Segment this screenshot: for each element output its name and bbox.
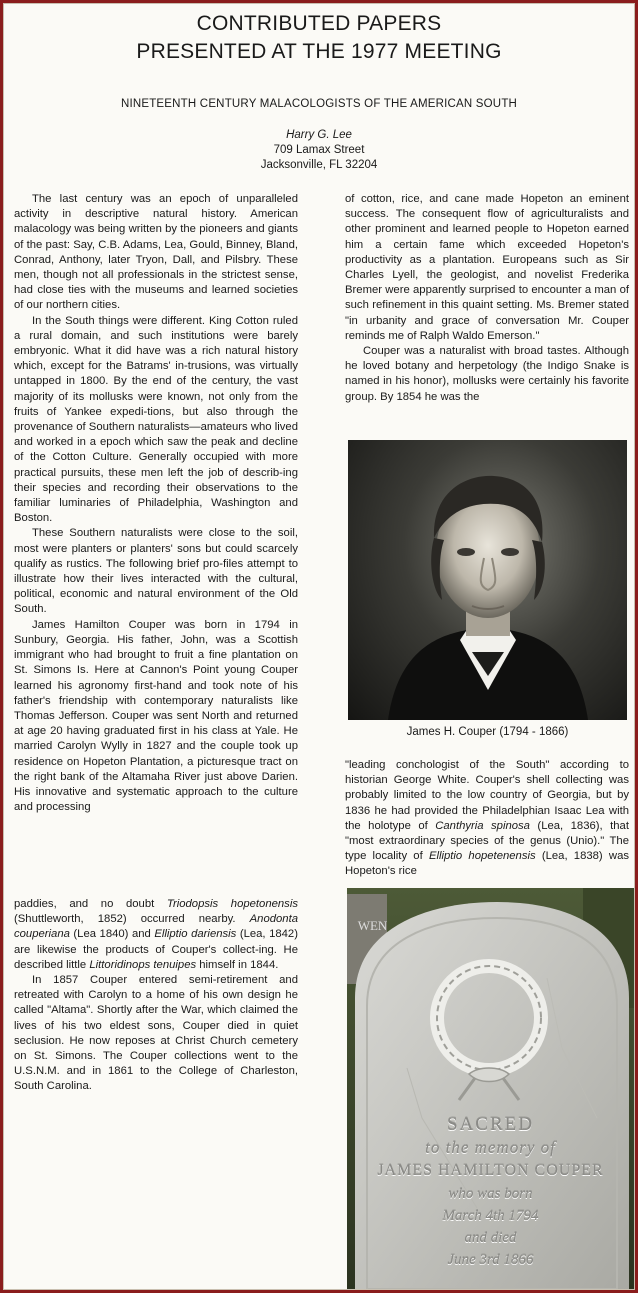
- headstone-line: June 3rd 1866: [447, 1252, 534, 1268]
- species-name: Anodonta couperiana: [14, 913, 298, 941]
- paragraph: In 1857 Couper entered semi-retirement and retreated with Carolyn to a home of his own design he called "Altama". Shortly after the War, which claimed the lives of his two eldest sons, Couper died in quiet seclusion. He now reposes at Christ Church cemetery on St. Simons. The Couper collections went to the U.S.N.M. and in 1861 to the College of Charleston, South Carolina.: [14, 974, 298, 1093]
- text-run: himself in 1844.: [196, 958, 279, 971]
- paragraph: In the South things were different. King Cotton ruled a rural domain, and such institutions were barely embryonic. What it did have was a rich natural history which, except for the Batrams' in-trusions, was virtually untapped in 1800. By the end of the century, the vast majority of its mollusks were known, not only from the fruits of Yankee expedi-tions, but also through the provenance of Southern naturalists—amateurs who lived and worked in a epoch which saw the peak and decline of the Cotton Culture. Generally occupied with more practical pursuits, these men left the job of describ-ing their species and recording their observations to the familiar luminaries of Philadelphia, Washington and Boston.: [14, 314, 298, 525]
- portrait-illustration: [348, 440, 627, 720]
- text-run: "leading conchologist of the South" according to historian George White. Couper's shell collecting was probably limited to the low country of Georgia, but by 1836 he had provided the Philadelphian Isaac Lea with the holotype of: [345, 759, 629, 832]
- species-name: Littoridinops tenuipes: [89, 958, 197, 971]
- headstone-line: who was born: [448, 1186, 533, 1202]
- text-run: (Lea, 1838) was Hopeton's rice: [345, 850, 629, 878]
- author-address-city: Jacksonville, FL 32204: [260, 159, 378, 171]
- text-run: paddies, and no doubt: [14, 898, 167, 910]
- paragraph: of cotton, rice, and cane made Hopeton an eminent success. The consequent flow of agriculturalists and other prominent and learned people to Hopeton earned him a certain fame which exceeded Hopeton's productivity as a plantation. Europeans such as Sir Charles Lyell, the geologist, and novelist Frederika Bremer were apparently surprised to encounter a man of such refinement in this quaint setting. Ms. Bremer stated "in urbanity and grace of conversation Mr. Couper reminds me of Ralph Waldo Emerson.": [345, 193, 629, 342]
- headstone-line: JAMES HAMILTON COUPER: [377, 1162, 604, 1179]
- portrait-caption: James H. Couper (1794 - 1866): [406, 726, 569, 738]
- right-column-top: [345, 192, 629, 405]
- masthead-line-2: PRESENTED AT THE 1977 MEETING: [136, 40, 502, 63]
- text-run: (Lea, 1842) are likewise the products of Couper's collect-ing. He described little: [14, 928, 298, 971]
- headstone-line: to the memory of: [425, 1138, 556, 1157]
- paragraph: James Hamilton Couper was born in 1794 in Sunbury, Georgia. His father, John, was a Scottish immigrant who had brought to fruit a fine plantation on St. Simons Is. Here at Cannon's Point young Couper learned his agronomy first-hand and took note of his father's friendship with contemporary naturalists like Thomas Jefferson. Couper was sent North and returned at age 20 having graduated first in his class at Yale. He married Carolyn Wylly in 1827 and the couple took up residence on Hopeton Plantation, a picturesque tract on the right bank of the Altamaha River just above Darien. His innovative and systematic approach to the culture and processing: [14, 618, 298, 814]
- paragraph: [14, 897, 298, 973]
- paragraph: Couper was a naturalist with broad tastes. Although he loved botany and herpetology (the Indigo Snake is named in his honor), mollusks were certainly his favorite group. By 1854 he was the: [345, 345, 629, 403]
- paragraph: [345, 758, 629, 880]
- headstone-line: SACRED: [447, 1114, 534, 1135]
- right-column-middle: [345, 758, 629, 880]
- species-name: Triodopsis hopetonensis: [166, 898, 298, 910]
- text-run: (Lea 1840) and: [69, 928, 155, 941]
- article-title: NINETEENTH CENTURY MALACOLOGISTS OF THE AMERICAN SOUTH: [120, 98, 518, 110]
- paragraph: These Southern naturalists were close to the soil, most were planters or planters' sons but could scarcely qualify as rustics. The following brief pro-files attempt to illustrate how their lives interacted with the cultural, political, economic and natural environment of the Old South.: [14, 527, 298, 616]
- author-name: Harry G. Lee: [286, 129, 352, 141]
- paragraph: The last century was an epoch of unparalleled activity in descriptive natural history. American malacology was being written by the pioneers and giants of the past: Say, C.B. Adams, Lea, Gould, Binney, Bland, Conrad, Anthony, later Tryon, Dall, and Pilsbry. These men, though not all professionals in the strictest sense, had close ties with the museums and learned societies of our northern cities.: [14, 193, 298, 312]
- species-name: Canthyria spinosa: [435, 819, 530, 832]
- headstone-fragment: WEN: [357, 918, 388, 933]
- species-name: Elliptio hopetenensis: [428, 850, 536, 863]
- paper-page: [3, 3, 635, 1290]
- headstone-illustration: [347, 888, 634, 1289]
- headstone-line: and died: [464, 1230, 517, 1246]
- text-run: (Lea, 1836), that "most extraordinary species of the genus (Unio)." The type locality of: [345, 819, 629, 863]
- species-name: Elliptio dariensis: [154, 928, 237, 941]
- author-address-street: 709 Lamax Street: [273, 144, 365, 156]
- text-run: (Shuttleworth, 1852) occurred nearby.: [14, 913, 250, 926]
- left-column-bottom: [14, 897, 298, 1095]
- masthead-line-1: CONTRIBUTED PAPERS: [196, 12, 442, 35]
- portrait-photo: [348, 440, 627, 720]
- masthead: [4, 10, 634, 66]
- headstone-photo: [347, 888, 634, 1289]
- left-column-top: [14, 192, 298, 815]
- byline: [4, 128, 634, 173]
- headstone-line: March 4th 1794: [442, 1208, 539, 1224]
